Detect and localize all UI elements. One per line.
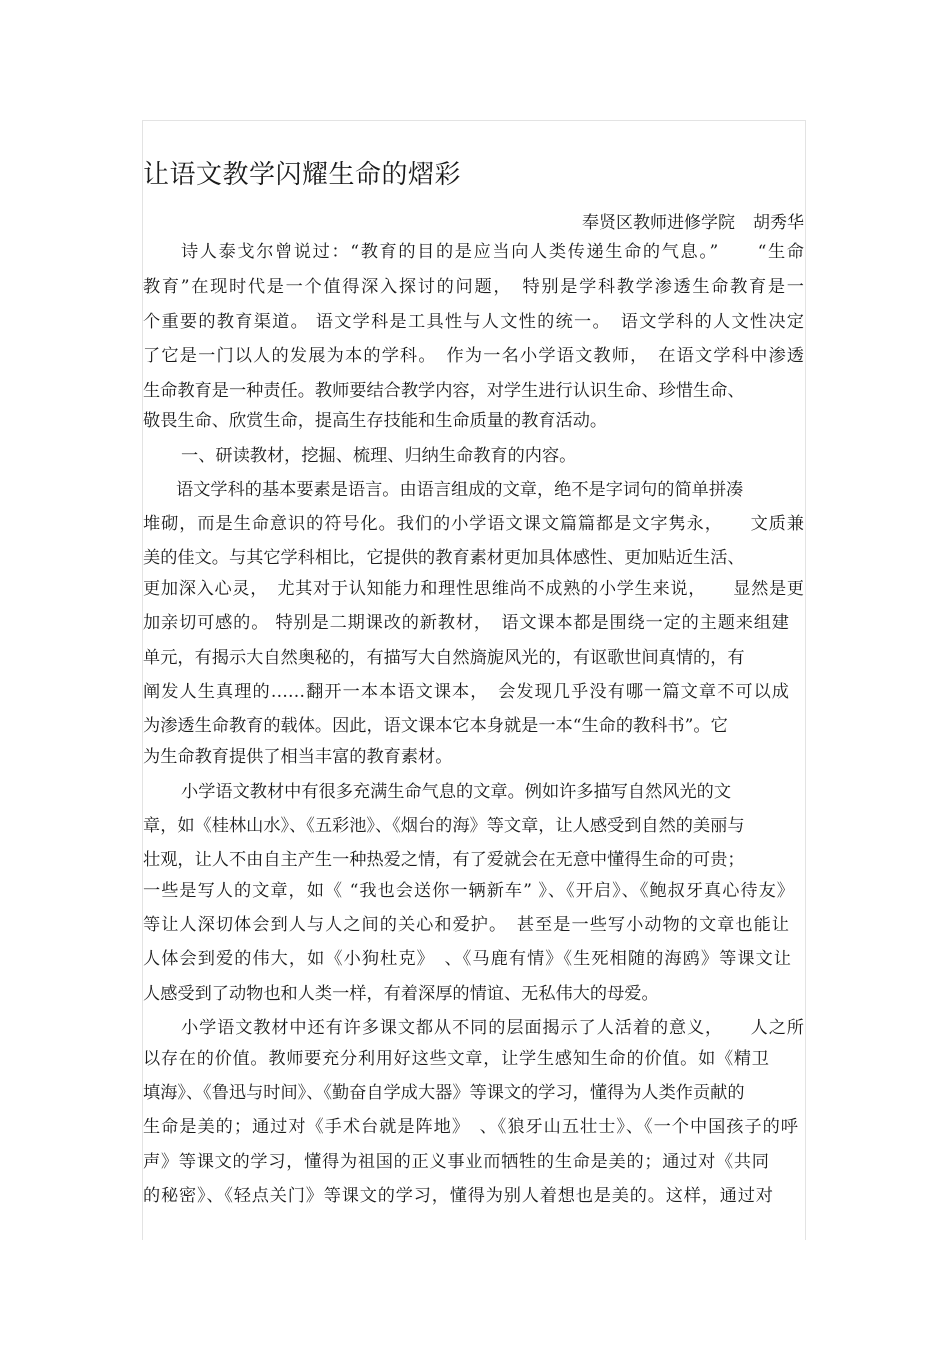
text-line: 的秘密》、《轻点关门》等课文的学习，懂得为别人着想也是美的。这样，通过对: [143, 1186, 773, 1206]
text-line: 生命是美的；通过对《手术台就是阵地》 、《狼牙山五壮士》、《一个中国孩子的呼: [143, 1117, 798, 1137]
text-line: 语文学科的基本要素是语言。由语言组成的文章，绝不是字词句的简单拼凑: [176, 480, 744, 500]
text-line: 填海》、《鲁迅与时间》、《勤奋自学成大器》等课文的学习，懂得为人类作贡献的: [143, 1083, 745, 1103]
text-line: 以存在的价值。教师要充分利用好这些文章，让学生感知生命的价值。如《精卫: [143, 1049, 769, 1069]
text-line: 阐发人生真理的……翻开一本本语文课本， 会发现几乎没有哪一篇文章不可以成: [143, 682, 789, 702]
document-title: 让语文教学闪耀生命的熠彩: [143, 160, 462, 190]
text-line: 小学语文教材中有很多充满生命气息的文章。例如许多描写自然风光的文: [181, 782, 732, 802]
text-line: 为渗透生命教育的载体。因此，语文课本它本身就是一本“生命的教科书”。它: [143, 716, 728, 736]
byline: [582, 208, 804, 233]
section-heading: 一、研读教材，挖掘、梳理、归纳生命教育的内容。: [181, 446, 577, 466]
text-line: 壮观，让人不由自主产生一种热爱之情，有了爱就会在无意中懂得生命的可贵；: [143, 850, 745, 870]
byline-institution: 奉贤区教师进修学院: [582, 213, 735, 233]
text-line: 单元，有揭示大自然奥秘的，有描写大自然旖旎风光的，有讴歌世间真情的，有: [143, 648, 745, 668]
text-line: 人体会到爱的伟大，如《小狗杜克》 、《马鹿有情》《生死相随的海鸥》等课文让: [143, 949, 791, 969]
text-line: 诗人泰戈尔曾说过：“教育的目的是应当向人类传递生命的气息。” “生命: [181, 242, 804, 262]
text-line: 人感受到了动物也和人类一样，有着深厚的情谊、无私伟大的母爱。: [143, 984, 659, 1004]
byline-author: 胡秀华: [753, 213, 804, 233]
text-line: 一些是写人的文章，如《 “我也会送你一辆新车” 》、《开启》、《鲍叔牙真心待友》: [143, 881, 794, 901]
text-line: 美的佳文。与其它学科相比，它提供的教育素材更加具体感性、更加贴近生活、: [143, 548, 745, 568]
text-line: 声》等课文的学习，懂得为祖国的正义事业而牺牲的生命是美的；通过对《共同: [143, 1152, 769, 1172]
text-line: 生命教育是一种责任。教师要结合教学内容，对学生进行认识生命、珍惜生命、: [143, 381, 745, 401]
text-line: 等让人深切体会到人与人之间的关心和爱护。 甚至是一些写小动物的文章也能让: [143, 915, 789, 935]
text-line: 教育”在现时代是一个值得深入探讨的问题， 特别是学科教学渗透生命教育是一: [143, 277, 804, 297]
text-line: 为生命教育提供了相当丰富的教育素材。: [143, 747, 453, 767]
text-line: 敬畏生命、欣赏生命，提高生存技能和生命质量的教育活动。: [143, 411, 608, 431]
text-line: 加亲切可感的。 特别是二期课改的新教材， 语文课本都是围绕一定的主题来组建: [143, 613, 789, 633]
text-line: 堆砌，而是生命意识的符号化。我们的小学语文课文篇篇都是文字隽永， 文质兼: [143, 514, 804, 534]
text-line: 章，如《桂林山水》、《五彩池》、《烟台的海》等文章，让人感受到自然的美丽与: [143, 816, 745, 836]
text-line: 更加深入心灵， 尤其对于认知能力和理性思维尚不成熟的小学生来说， 显然是更: [143, 579, 804, 599]
text-line: 个重要的教育渠道。 语文学科是工具性与人文性的统一。 语文学科的人文性决定: [143, 312, 804, 332]
text-line: 了它是一门以人的发展为本的学科。 作为一名小学语文教师， 在语文学科中渗透: [143, 346, 804, 366]
text-line: 小学语文教材中还有许多课文都从不同的层面揭示了人活着的意义， 人之所: [181, 1018, 804, 1038]
